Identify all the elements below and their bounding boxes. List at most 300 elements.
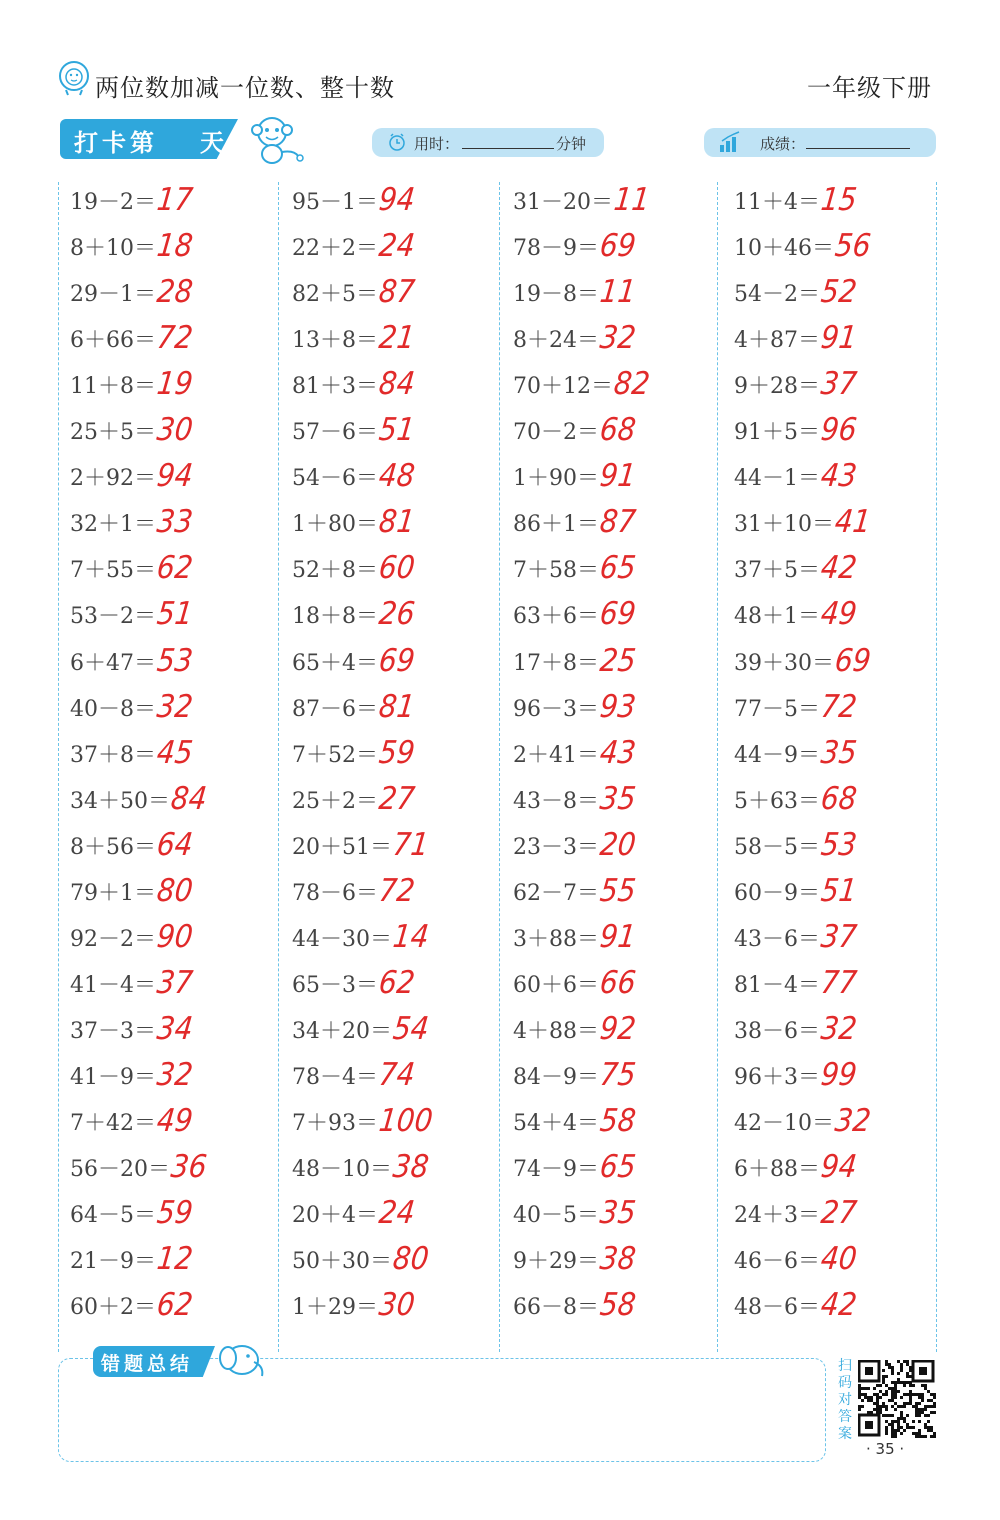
problem-item: [734, 594, 857, 634]
problem-equation: 37＋5＝: [734, 558, 820, 584]
problem-item: [292, 502, 415, 542]
handwritten-answer[interactable]: 94: [155, 457, 195, 495]
handwritten-answer[interactable]: 69: [377, 641, 417, 679]
handwritten-answer[interactable]: 48: [377, 457, 417, 495]
problem-equation: 78－4＝: [292, 1064, 378, 1090]
problem-equation: 19－2＝: [70, 190, 156, 215]
handwritten-answer[interactable]: 24: [377, 227, 417, 264]
handwritten-answer[interactable]: 24: [377, 1194, 417, 1232]
handwritten-answer[interactable]: 94: [377, 180, 417, 218]
problem-item: [513, 1147, 636, 1187]
handwritten-answer[interactable]: 60: [377, 549, 417, 587]
handwritten-answer[interactable]: 96: [819, 411, 859, 449]
problem-equation: 44－30＝: [292, 926, 392, 952]
problem-equation: 54－2＝: [734, 282, 820, 308]
problem-item: [734, 456, 857, 496]
handwritten-answer[interactable]: 100: [377, 1101, 435, 1139]
handwritten-answer[interactable]: 11: [598, 273, 638, 311]
handwritten-answer[interactable]: 49: [155, 1101, 195, 1139]
problem-item: [513, 871, 636, 911]
problem-item: [734, 641, 871, 681]
handwritten-answer[interactable]: 42: [819, 549, 859, 587]
problem-equation: 86＋1＝: [513, 512, 599, 538]
handwritten-answer[interactable]: 56: [833, 227, 873, 264]
handwritten-answer[interactable]: 66: [598, 963, 638, 1001]
handwritten-answer[interactable]: 36: [169, 1148, 209, 1185]
problem-equation: 2＋41＝: [513, 742, 599, 768]
handwritten-answer[interactable]: 72: [155, 319, 195, 357]
handwritten-answer[interactable]: 94: [819, 1148, 859, 1185]
problem-equation: 78－6＝: [292, 880, 378, 906]
problem-equation: 70＋12＝: [513, 374, 613, 400]
problem-equation: 20＋4＝: [292, 1203, 378, 1229]
elephant-icon: [216, 1338, 268, 1380]
problem-equation: 11＋8＝: [70, 374, 156, 400]
problem-item: [70, 594, 193, 634]
handwritten-answer[interactable]: 11: [612, 180, 652, 218]
handwritten-answer[interactable]: 32: [155, 1055, 195, 1093]
handwritten-answer[interactable]: 91: [819, 319, 859, 357]
problem-item: [734, 502, 871, 542]
problem-item: [70, 272, 193, 312]
problem-item: [292, 272, 415, 312]
problem-equation: 91＋5＝: [734, 420, 820, 446]
handwritten-answer[interactable]: 99: [819, 1055, 859, 1093]
handwritten-answer[interactable]: 32: [819, 1009, 859, 1047]
handwritten-answer[interactable]: 51: [377, 411, 417, 449]
handwritten-answer[interactable]: 37: [819, 365, 859, 403]
problem-item: [734, 180, 857, 220]
handwritten-answer[interactable]: 32: [833, 1101, 873, 1139]
handwritten-answer[interactable]: 32: [155, 687, 195, 725]
problem-equation: 79＋1＝: [70, 880, 156, 906]
problem-item: [70, 318, 193, 358]
problem-item: [292, 963, 415, 1003]
handwritten-answer[interactable]: 14: [391, 917, 431, 955]
handwritten-answer[interactable]: 41: [833, 503, 873, 541]
handwritten-answer[interactable]: 53: [155, 641, 195, 679]
problem-item: [513, 594, 636, 634]
problem-item: [292, 1147, 429, 1187]
handwritten-answer[interactable]: 12: [155, 1240, 195, 1278]
problem-equation: 63＋6＝: [513, 604, 599, 630]
handwritten-answer[interactable]: 43: [819, 457, 859, 495]
problem-equation: 96－3＝: [513, 696, 599, 722]
problem-equation: 32＋1＝: [70, 512, 156, 538]
handwritten-answer[interactable]: 33: [155, 503, 195, 541]
problem-equation: 19－8＝: [513, 282, 599, 308]
problem-item: [292, 364, 415, 404]
problem-item: [70, 779, 207, 819]
column-divider: [717, 182, 718, 1352]
problem-equation: 8＋56＝: [70, 834, 156, 860]
handwritten-answer[interactable]: 69: [598, 595, 638, 633]
problem-equation: 21－9＝: [70, 1249, 156, 1275]
problem-item: [513, 1193, 636, 1233]
problem-equation: 64－5＝: [70, 1203, 156, 1229]
problem-equation: 60－9＝: [734, 880, 820, 906]
problem-item: [292, 779, 415, 819]
problem-equation: 9＋29＝: [513, 1249, 599, 1275]
handwritten-answer[interactable]: 54: [391, 1009, 431, 1047]
handwritten-answer[interactable]: 65: [598, 1148, 638, 1185]
problem-equation: 82＋5＝: [292, 282, 378, 308]
problem-item: [70, 410, 193, 450]
problem-equation: 1＋80＝: [292, 512, 378, 538]
problem-equation: 20＋51＝: [292, 834, 392, 860]
problem-item: [513, 548, 636, 588]
problem-equation: 10＋46＝: [734, 236, 834, 262]
problem-equation: 6＋66＝: [70, 328, 156, 354]
problem-equation: 41－4＝: [70, 972, 156, 998]
problem-item: [292, 594, 415, 634]
qr-code-icon[interactable]: [858, 1360, 936, 1438]
problem-equation: 78－9＝: [513, 236, 599, 262]
handwritten-answer[interactable]: 35: [819, 733, 859, 771]
problem-equation: 53－2＝: [70, 604, 156, 630]
handwritten-answer[interactable]: 53: [819, 825, 859, 863]
problem-item: [513, 963, 636, 1003]
problem-equation: 2＋92＝: [70, 466, 156, 492]
handwritten-answer[interactable]: 37: [819, 917, 859, 955]
problem-equation: 40－8＝: [70, 696, 156, 722]
problem-equation: 8＋10＝: [70, 236, 156, 262]
problem-equation: 31＋10＝: [734, 512, 834, 538]
handwritten-answer[interactable]: 80: [155, 871, 195, 909]
problem-item: [734, 687, 857, 727]
problem-equation: 17＋8＝: [513, 650, 599, 676]
checkin-label: 打卡第: [74, 129, 158, 157]
handwritten-answer[interactable]: 40: [819, 1240, 859, 1278]
problem-item: [70, 871, 193, 911]
problem-equation: 84－9＝: [513, 1064, 599, 1090]
problem-item: [734, 318, 857, 358]
handwritten-answer[interactable]: 38: [391, 1148, 431, 1185]
grade-label: 一年级下册: [807, 74, 932, 102]
problem-equation: 96＋3＝: [734, 1064, 820, 1090]
problem-item: [734, 733, 857, 773]
problem-equation: 48－6＝: [734, 1295, 820, 1321]
handwritten-answer[interactable]: 15: [819, 180, 859, 218]
problem-item: [513, 1101, 636, 1141]
handwritten-answer[interactable]: 45: [155, 733, 195, 771]
problem-equation: 66－8＝: [513, 1295, 599, 1321]
problem-equation: 95－1＝: [292, 190, 378, 215]
handwritten-answer[interactable]: 62: [155, 1286, 195, 1324]
handwritten-answer[interactable]: 59: [377, 733, 417, 771]
problem-item: [70, 917, 193, 957]
handwritten-answer[interactable]: 84: [377, 365, 417, 403]
problem-item: [70, 733, 193, 773]
time-label: 用时：: [414, 135, 460, 153]
handwritten-answer[interactable]: 38: [598, 1240, 638, 1278]
problem-equation: 1＋29＝: [292, 1295, 378, 1321]
problem-item: [734, 1147, 857, 1187]
problem-equation: 1＋90＝: [513, 466, 599, 492]
mistake-summary-label: 错题总结: [101, 1353, 194, 1375]
handwritten-answer[interactable]: 81: [377, 687, 417, 725]
handwritten-answer[interactable]: 28: [155, 273, 195, 311]
handwritten-answer[interactable]: 91: [598, 917, 638, 955]
problem-item: [513, 917, 636, 957]
handwritten-answer[interactable]: 35: [598, 1194, 638, 1232]
time-blank[interactable]: [462, 148, 554, 149]
problem-item: [513, 226, 636, 266]
problem-equation: 87－6＝: [292, 696, 378, 722]
problem-item: [292, 226, 415, 266]
problem-equation: 7＋42＝: [70, 1111, 156, 1136]
problem-item: [513, 733, 636, 773]
problem-equation: 41－9＝: [70, 1064, 156, 1090]
problem-item: [513, 410, 636, 450]
problem-item: [734, 226, 871, 266]
problem-equation: 7＋55＝: [70, 558, 156, 584]
problem-item: [70, 1239, 193, 1279]
handwritten-answer[interactable]: 18: [155, 227, 195, 264]
column-divider: [499, 182, 500, 1352]
problem-item: [734, 364, 857, 404]
problem-item: [734, 1239, 857, 1279]
problem-equation: 7＋52＝: [292, 742, 378, 768]
problem-item: [513, 502, 636, 542]
handwritten-answer[interactable]: 69: [598, 227, 638, 264]
handwritten-answer[interactable]: 17: [155, 180, 195, 218]
problem-item: [292, 410, 415, 450]
handwritten-answer[interactable]: 65: [598, 549, 638, 587]
problem-equation: 22＋2＝: [292, 236, 378, 262]
problem-equation: 5＋63＝: [734, 788, 820, 814]
problem-equation: 7＋58＝: [513, 558, 599, 584]
problem-equation: 50＋30＝: [292, 1249, 392, 1275]
problem-item: [734, 825, 857, 865]
problem-item: [70, 1285, 193, 1325]
problem-item: [513, 1239, 636, 1279]
handwritten-answer[interactable]: 25: [598, 641, 638, 679]
problem-equation: 74－9＝: [513, 1157, 599, 1183]
problem-equation: 34＋20＝: [292, 1018, 392, 1044]
problem-equation: 43－6＝: [734, 926, 820, 952]
checkin-day-label: 天: [200, 129, 224, 157]
handwritten-answer[interactable]: 69: [833, 641, 873, 679]
handwritten-answer[interactable]: 27: [377, 779, 417, 817]
handwritten-answer[interactable]: 26: [377, 595, 417, 633]
handwritten-answer[interactable]: 32: [598, 319, 638, 357]
problem-equation: 25＋2＝: [292, 788, 378, 814]
handwritten-answer[interactable]: 58: [598, 1101, 638, 1139]
problem-item: [513, 687, 636, 727]
problem-item: [513, 779, 636, 819]
problem-item: [70, 641, 193, 681]
problem-equation: 37＋8＝: [70, 742, 156, 768]
problem-item: [70, 963, 193, 1003]
handwritten-answer[interactable]: 77: [819, 963, 859, 1001]
problem-item: [513, 272, 636, 312]
problem-equation: 77－5＝: [734, 696, 820, 722]
handwritten-answer[interactable]: 30: [155, 411, 195, 449]
problem-item: [70, 687, 193, 727]
problem-equation: 18＋8＝: [292, 604, 378, 630]
problem-equation: 40－5＝: [513, 1203, 599, 1229]
problem-item: [292, 1101, 435, 1141]
problem-item: [734, 1009, 857, 1049]
handwritten-answer[interactable]: 49: [819, 595, 859, 633]
handwritten-answer[interactable]: 35: [598, 779, 638, 817]
handwritten-answer[interactable]: 30: [377, 1286, 417, 1324]
problem-equation: 44－1＝: [734, 466, 820, 492]
problem-equation: 54＋4＝: [513, 1111, 599, 1136]
problem-item: [513, 641, 636, 681]
problem-item: [734, 917, 857, 957]
problem-item: [734, 1101, 871, 1141]
problem-item: [292, 917, 429, 957]
score-label: 成绩：: [760, 135, 806, 153]
handwritten-answer[interactable]: 90: [155, 917, 195, 955]
handwritten-answer[interactable]: 91: [598, 457, 638, 495]
problem-item: [734, 1285, 857, 1325]
problem-item: [734, 1193, 857, 1233]
problem-item: [292, 641, 415, 681]
problem-equation: 70－2＝: [513, 420, 599, 446]
time-field: [372, 128, 604, 157]
handwritten-answer[interactable]: 93: [598, 687, 638, 725]
handwritten-answer[interactable]: 19: [155, 365, 195, 403]
problem-equation: 6＋88＝: [734, 1157, 820, 1183]
handwritten-answer[interactable]: 64: [155, 825, 195, 863]
problem-item: [70, 1101, 193, 1141]
qr-label: 扫码对答案: [838, 1358, 852, 1442]
problem-equation: 42－10＝: [734, 1111, 834, 1136]
problem-item: [70, 548, 193, 588]
handwritten-answer[interactable]: 52: [819, 273, 859, 311]
problem-item: [70, 180, 193, 220]
handwritten-answer[interactable]: 62: [377, 963, 417, 1001]
problem-item: [513, 180, 650, 220]
handwritten-answer[interactable]: 72: [819, 687, 859, 725]
problem-item: [70, 364, 193, 404]
problem-equation: 65－3＝: [292, 972, 378, 998]
handwritten-answer[interactable]: 37: [155, 963, 195, 1001]
handwritten-answer[interactable]: 68: [598, 411, 638, 449]
handwritten-answer[interactable]: 75: [598, 1055, 638, 1093]
problem-item: [513, 1055, 636, 1095]
problem-equation: 48＋1＝: [734, 604, 820, 630]
handwritten-answer[interactable]: 55: [598, 871, 638, 909]
problem-item: [513, 364, 650, 404]
handwritten-answer[interactable]: 20: [598, 825, 638, 863]
problem-item: [70, 1009, 193, 1049]
problem-item: [70, 456, 193, 496]
page-title: 两位数加减一位数、整十数: [95, 74, 395, 102]
problem-equation: 43－8＝: [513, 788, 599, 814]
score-blank[interactable]: [806, 148, 910, 149]
problem-item: [292, 825, 429, 865]
handwritten-answer[interactable]: 21: [377, 319, 417, 357]
handwritten-answer[interactable]: 59: [155, 1194, 195, 1232]
handwritten-answer[interactable]: 72: [377, 871, 417, 909]
handwritten-answer[interactable]: 58: [598, 1286, 638, 1324]
handwritten-answer[interactable]: 87: [377, 273, 417, 311]
column-divider: [936, 182, 937, 1352]
problem-equation: 37－3＝: [70, 1018, 156, 1044]
handwritten-answer[interactable]: 80: [391, 1240, 431, 1278]
problem-equation: 3＋88＝: [513, 926, 599, 952]
problem-item: [292, 1055, 415, 1095]
problem-item: [292, 180, 415, 220]
problem-item: [513, 456, 636, 496]
problem-item: [734, 779, 857, 819]
problem-equation: 23－3＝: [513, 834, 599, 860]
handwritten-answer[interactable]: 51: [819, 871, 859, 909]
problem-item: [70, 1193, 193, 1233]
problem-item: [292, 548, 415, 588]
problem-equation: 24＋3＝: [734, 1203, 820, 1229]
handwritten-answer[interactable]: 27: [819, 1194, 859, 1232]
handwritten-answer[interactable]: 82: [612, 365, 652, 403]
lion-icon: [58, 60, 90, 96]
problem-item: [513, 318, 636, 358]
problem-item: [70, 1147, 207, 1187]
problem-equation: 56－20＝: [70, 1157, 170, 1183]
problem-item: [292, 1239, 429, 1279]
handwritten-answer[interactable]: 43: [598, 733, 638, 771]
problem-equation: 81－4＝: [734, 972, 820, 998]
problem-equation: 60＋2＝: [70, 1295, 156, 1321]
problem-item: [734, 1055, 857, 1095]
problem-equation: 25＋5＝: [70, 420, 156, 446]
handwritten-answer[interactable]: 71: [391, 825, 431, 863]
handwritten-answer[interactable]: 92: [598, 1009, 638, 1047]
handwritten-answer[interactable]: 42: [819, 1286, 859, 1324]
problem-equation: 9＋28＝: [734, 374, 820, 400]
problem-item: [513, 1285, 636, 1325]
problem-equation: 34＋50＝: [70, 788, 170, 814]
handwritten-answer[interactable]: 81: [377, 503, 417, 541]
problem-equation: 13＋8＝: [292, 328, 378, 354]
bar-chart-icon: [718, 131, 742, 153]
column-divider: [278, 182, 279, 1352]
problem-item: [292, 318, 415, 358]
problem-equation: 8＋24＝: [513, 328, 599, 354]
problem-item: [292, 1285, 415, 1325]
problem-item: [70, 1055, 193, 1095]
problem-equation: 52＋8＝: [292, 558, 378, 584]
problem-equation: 62－7＝: [513, 880, 599, 906]
problem-equation: 57－6＝: [292, 420, 378, 446]
handwritten-answer[interactable]: 62: [155, 549, 195, 587]
clock-icon: [388, 133, 406, 151]
handwritten-answer[interactable]: 74: [377, 1055, 417, 1093]
problem-item: [734, 871, 857, 911]
problem-item: [734, 548, 857, 588]
problem-equation: 29－1＝: [70, 282, 156, 308]
problem-equation: 46－6＝: [734, 1249, 820, 1275]
handwritten-answer[interactable]: 51: [155, 595, 195, 633]
problem-equation: 7＋93＝: [292, 1111, 378, 1136]
score-field: [704, 128, 936, 157]
handwritten-answer[interactable]: 87: [598, 503, 638, 541]
problem-equation: 65＋4＝: [292, 650, 378, 676]
monkey-icon: [246, 112, 306, 166]
handwritten-answer[interactable]: 84: [169, 779, 209, 817]
handwritten-answer[interactable]: 68: [819, 779, 859, 817]
problem-item: [70, 226, 193, 266]
problem-item: [292, 456, 415, 496]
problem-equation: 4＋87＝: [734, 328, 820, 354]
problem-equation: 4＋88＝: [513, 1018, 599, 1044]
problem-item: [513, 825, 636, 865]
handwritten-answer[interactable]: 34: [155, 1009, 195, 1047]
problem-item: [70, 825, 193, 865]
